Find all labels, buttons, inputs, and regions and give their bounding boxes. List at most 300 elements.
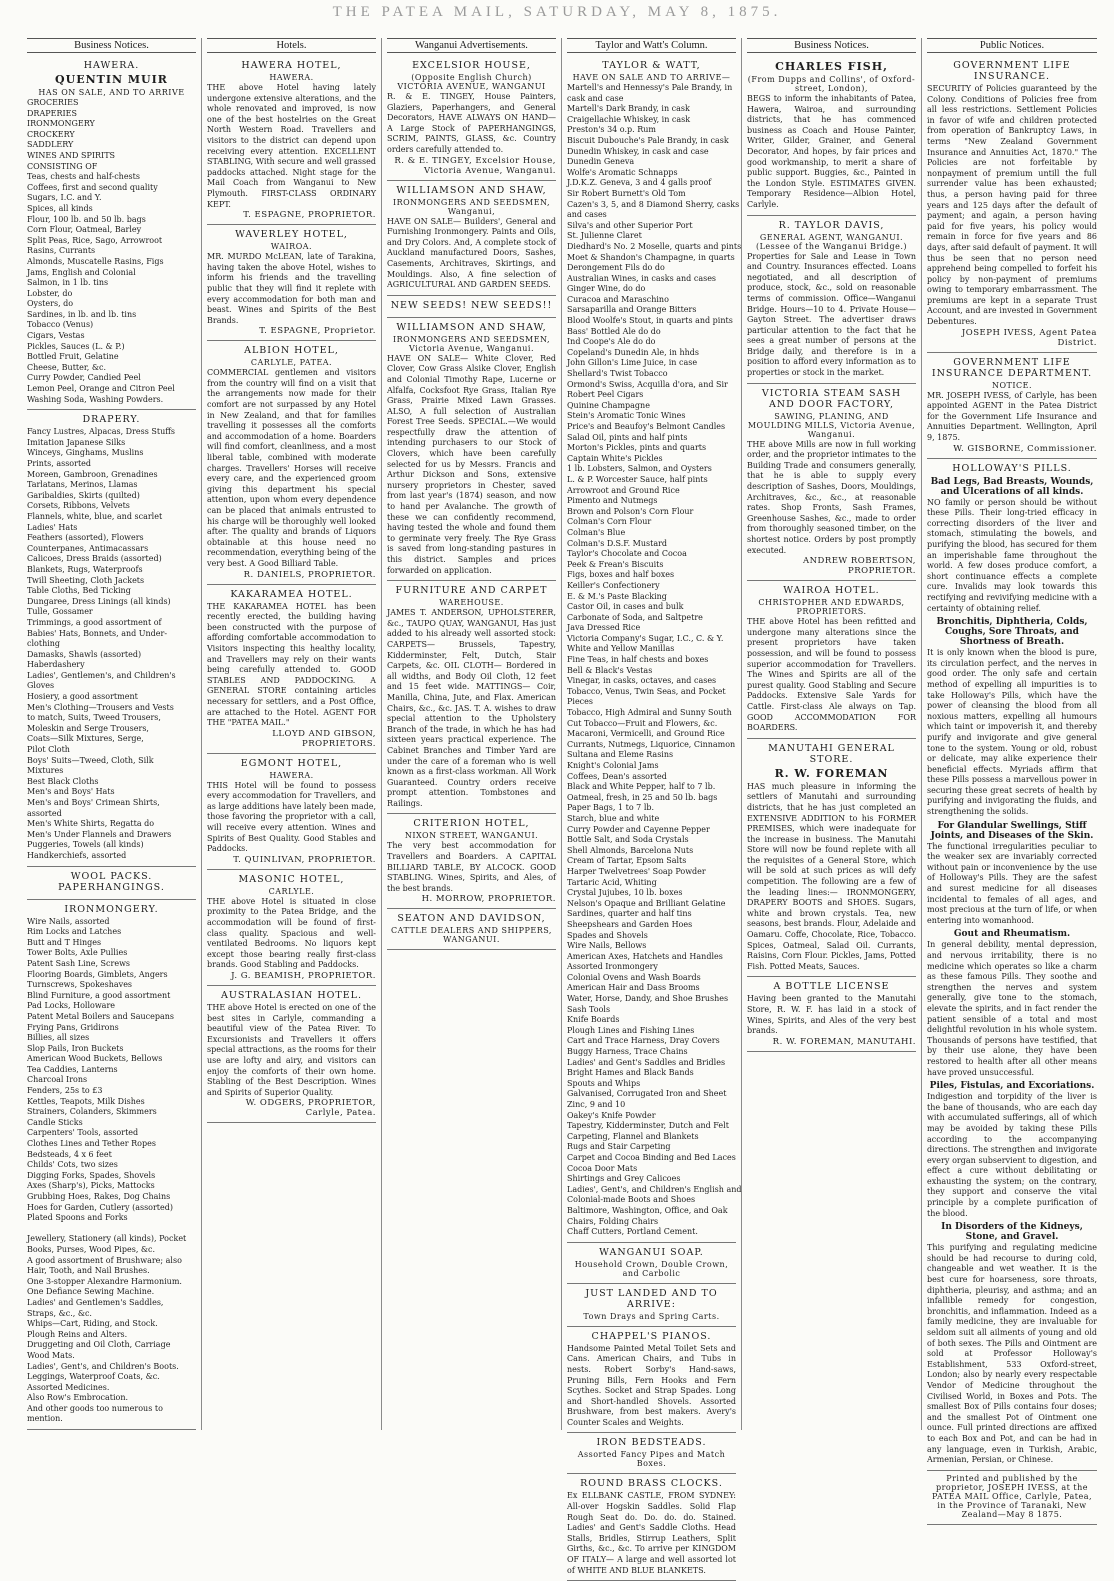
ad-line: cask and case	[567, 93, 624, 103]
ad-line: Figs, boxes and half boxes	[567, 570, 675, 580]
advertisement	[567, 1474, 736, 1581]
advertisement	[567, 1243, 736, 1284]
ad-line: Dunedin Geneva	[567, 157, 635, 167]
advertisement	[747, 581, 916, 739]
ad-subtitle: Printed and published by the proprietor, JOSEPH IVESS, at the PATEA MAIL Office, Carlyle, Patea, in the Province of Taranaki, New Zealand—May 8 1875.	[931, 1473, 1093, 1519]
ad-body: SECURITY of Policies guaranteed by the Colony. Conditions of Policies free from all less restrictions. Settlement Policies in favor of wife and children protected from operation of Bankruptcy Laws, in terms "New Zealand Government Insurance and Annuities Act, 1870." The Policies are not forfeitable by nonpayment of premium untill the full surrender value has been exhausted; thus, a person having paid for three years and 125 days after the default of payment; and again, a person having paid for five years, his policy would remain in force for five years and 86 days, after said default of payment. It will thus be seen that no person need apprehend being compelled to forfeit his policy by non-payment of premiums owing to temporary embarrassment. The premiums are kept in a separate Trust Account, and are invested in Government Debentures.	[927, 84, 1097, 327]
ad-line: Coats—Silk Mixtures, Serge,	[27, 734, 144, 744]
ad-line: Druggeting and Oil Cloth, Carriage	[27, 1340, 171, 1350]
ad-signature: T. ESPAGNE, PROPRIETOR.	[243, 210, 376, 221]
ad-line: Corsets, Ribbons, Velvets	[27, 501, 130, 511]
ad-line: Galvanised, Corrugated Iron and Sheet	[567, 1089, 727, 1099]
ad-line: Price's and Beaufoy's Belmont Candles	[567, 422, 726, 431]
ad-title: WANGANUI SOAP.	[599, 1246, 704, 1258]
ad-signature: ANDREW ROBERTSON, PROPRIETOR.	[802, 556, 916, 577]
ad-line: Pad Locks, Holloware	[27, 1001, 116, 1011]
advertisement	[387, 909, 556, 950]
ad-line: Salad Oil, pints and half pints	[567, 432, 688, 442]
ad-line: Plough Reins and Alters.	[27, 1329, 128, 1339]
ad-line: Chaff Cutters, Portland Cement.	[567, 1227, 698, 1237]
ad-line: Colman's Blue	[567, 527, 626, 537]
advertisement	[387, 814, 556, 909]
ad-line: American Hair and Dass Brooms	[567, 983, 700, 993]
ad-line: A good assortment of Brushware; also	[27, 1255, 182, 1265]
ad-line: Counterpanes, Antimacassars	[27, 543, 149, 553]
ad-line: Colman's D.S.F. Mustard	[567, 538, 668, 548]
ad-line: Spades and Shovels	[567, 930, 648, 940]
ad-line: Lobster, do	[27, 288, 73, 298]
ad-line: Moet & Shandon's Champagne, in quarts	[567, 252, 735, 262]
ad-line: Sugars, I.C. and Y.	[27, 193, 102, 203]
ad-line: Biscuit Dubouche's Pale Brandy, in cask	[567, 135, 729, 145]
ad-signature: LLOYD AND GIBSON, PROPRIETORS.	[272, 728, 376, 749]
ad-line: Bottled Fruit, Gelatine	[27, 352, 119, 362]
ad-line: Bright Hames and Black Bands	[567, 1068, 694, 1078]
advertisement	[207, 986, 376, 1123]
ad-section-heading: Bad Legs, Bad Breasts, Wounds, and Ulcerations of all kinds.	[930, 476, 1094, 497]
ad-line: Paper Bags, 1 to 7 lb.	[567, 803, 655, 813]
ad-line: Tapestry, Kidderminster, Dutch and Felt	[567, 1121, 729, 1131]
ad-signature: W. ODGERS, PROPRIETOR, Carlyle, Patea.	[245, 1098, 376, 1119]
advertisement	[747, 384, 916, 582]
ad-line: IRONMONGERY	[27, 119, 95, 129]
ad-line: L. & P. Worcester Sauce, half pints	[567, 474, 708, 484]
ad-line: Hosiery, a good assortment	[27, 692, 138, 702]
ad-line: Ind Coope's Ale do do	[567, 337, 656, 347]
ad-line: Colonial Ovens and Wash Boards	[567, 972, 701, 982]
ad-name: R. W. FOREMAN	[774, 766, 889, 780]
ad-title: WAVERLEY HOTEL,	[235, 229, 348, 241]
ad-line: Patent Metal Boilers and Saucepans	[27, 1011, 175, 1021]
ad-signature: R. W. FOREMAN, MANUTAHI.	[772, 1036, 916, 1047]
ad-line: mention.	[27, 1414, 63, 1424]
ad-line: Water, Horse, Dandy, and Shoe Brushes	[567, 994, 729, 1004]
ad-line: Teas, chests and half-chests	[27, 172, 140, 182]
ad-line: Winceys, Ginghams, Muslins	[27, 448, 144, 458]
ad-line: Fancy Lustres, Alpacas, Dress Stuffs	[27, 427, 176, 437]
ad-line: Flannels, white, blue, and scarlet	[27, 511, 163, 521]
ad-line: Tobacco, High Admiral and Sunny South	[567, 708, 732, 718]
ad-subtitle: SAWING, PLANING, AND MOULDING MILLS, Victoria Avenue, Wanganui.	[747, 411, 916, 439]
ad-line: Patent Sash Line, Screws	[27, 958, 131, 968]
ad-line: Captain White's Pickles	[567, 453, 663, 463]
ad-line: Candle Sticks	[27, 1117, 83, 1127]
ad-title: AUSTRALASIAN HOTEL.	[220, 990, 363, 1001]
ad-line: Moleskin and Serge Trousers,	[27, 723, 149, 733]
ad-line: Lemon Peel, Orange and Citron Peel	[27, 384, 175, 394]
column-5	[742, 38, 922, 1430]
ad-line: Curacoa and Maraschino	[567, 294, 669, 304]
ad-line: Slop Pails, Iron Buckets	[27, 1043, 124, 1053]
ad-line	[27, 1224, 196, 1235]
ad-subtitle: Household Crown, Double Crown, and Carbolic	[574, 1259, 729, 1278]
column-1	[22, 38, 202, 1430]
advertisement	[747, 56, 916, 216]
ad-line: Books, Purses, Wood Pipes, &c.	[27, 1244, 156, 1254]
ad-line: Ginger Wine, do do	[567, 284, 646, 294]
ad-line: Keiller's Confectionery	[567, 580, 660, 590]
ad-line: Cut Tobacco—Fruit and Flowers, &c.	[567, 718, 718, 728]
ad-line: Tarlatans, Merinos, Llamas	[27, 480, 138, 490]
ad-line: One 3-stopper Alexandre Harmonium.	[27, 1276, 182, 1286]
ad-line: Spices, all kinds	[27, 203, 93, 213]
ad-subtitle: (From Dupps and Collins', of Oxford-street, London),	[747, 75, 916, 93]
ad-body: THE above Hotel is erected on one of the best sites in Carlyle, commanding a beautiful view of the Patea River. To Excursionists and Travellers it offers special attractions, as the rooms for their use are lofty and airy, and visitors can enjoy the comforts of their own home. Stabling of the Best Description. Wines and Spirits of Superior Quality.	[207, 1003, 376, 1097]
ad-body: THE above Mills are now in full working order, and the proprietor intimates to the Building Trade and consumers generally, that he is able to supply every description of Sashes, Doors, Mouldings, Architraves, &c., &c., at reasonable rates. Shop Fronts, Sash Frames, Greenhouse Sashes, &c., made to order from thoroughly seasoned timber, on the shortest notice. Orders by post promptly executed.	[747, 439, 916, 555]
ad-line: Carbonate of Soda, and Saltpetre	[567, 612, 703, 622]
ad-line: Salmon, in 1 lb. tins	[27, 278, 109, 288]
ad-line: Men's Clothing—Trousers and Vests	[27, 702, 174, 712]
advertisement	[207, 585, 376, 754]
ad-line: Copeland's Dunedin Ale, in hhds	[567, 347, 700, 357]
ad-subtitle: WAREHOUSE.	[439, 598, 504, 608]
advertisement	[207, 225, 376, 341]
ad-line: Calicoes, Dress Braids (assorted)	[27, 554, 162, 564]
column-header: Business Notices.	[747, 38, 916, 53]
ad-signature: R. & E. TINGEY, Excelsior House, Victoria Avenue, Wanganui.	[394, 155, 556, 176]
ad-line: Pilot Cloth	[27, 745, 70, 755]
ad-body: COMMERCIAL gentlemen and visitors from the country will find on a visit that the arrangements now made for their comfort are not surpassed by any Hotel in New Zealand, and that for families travelling it possesses all the comforts and accommodation of a home. Boarders will find comfort, cleanliness, and a most liberal table, combined with moderate charges. Travellers' Horses will receive every care, and the experienced groom giving this department his special attention, upon whom every dependence can be placed that animals entrusted to his charge will be thoroughly well looked after. The quality and brands of Liquors obtainable at this house need no recommendation, everything being of the very best. A Good Billiard Table.	[207, 368, 376, 568]
ad-subtitle: IRONMONGERS AND SEEDSMEN, Victoria Avenue, Wanganui.	[392, 334, 551, 353]
ad-line: Kettles, Teapots, Milk Dishes	[27, 1096, 145, 1106]
ad-line: Washing Soda, Washing Powders.	[27, 394, 164, 404]
column-6	[922, 38, 1102, 1519]
ad-line: Preston's 34 o.p. Rum	[567, 125, 656, 135]
ad-line: Mixtures	[27, 766, 64, 776]
ad-line: Pieces	[567, 697, 593, 707]
ad-line: And other goods too numerous to	[27, 1403, 163, 1413]
ad-line: Brown and Polson's Corn Flour	[567, 506, 694, 516]
ad-line: Jams, English and Colonial	[27, 267, 136, 277]
ad-body: Having been granted to the Manutahi Store, R. W. F. has laid in a stock of Wines, Spirits, and Ales of the very best brands.	[747, 994, 916, 1036]
ad-line: Charcoal Irons	[27, 1075, 88, 1085]
ad-line: Curry Powder and Cayenne Pepper	[567, 824, 710, 834]
ad-name: CHARLES FISH,	[775, 60, 888, 73]
ad-section-body: Indigestion and torpidity of the liver is the bane of thousands, who are each day with accumulated sufferings, all of which may be avoided by taking these Pills according to the accompanying directions. The strengthen and invigorate every organ subservient to digestion, and effect a cure without debilitating or exhausting the system; on the contrary, they support and conserve the vital principle by a complete purification of the blood.	[927, 1092, 1097, 1218]
ad-line: Plough Lines and Fishing Lines	[567, 1025, 695, 1035]
ad-title: CHAPPEL'S PIANOS.	[591, 1330, 712, 1342]
ad-body: MR. MURDO McLEAN, late of Tarakina, having taken the above Hotel, wishes to inform his friends and the travelling public that they will find it replete with every accommodation for both man and beast. Wines and Spirits of the Best Brands.	[207, 252, 376, 325]
ad-subtitle: IRONMONGERS AND SEEDSMEN, Wanganui,	[392, 197, 551, 216]
ad-subtitle: HAWERA.	[269, 770, 314, 780]
ad-line: Babies' Hats, Bonnets, and Under-	[27, 628, 168, 638]
ad-line: Fine Teas, in half chests and boxes	[567, 655, 709, 665]
advertisement	[567, 1284, 736, 1327]
ad-line: Flooring Boards, Gimblets, Angers	[27, 969, 168, 979]
ad-line: Black and White Pepper, half to 7 lb.	[567, 782, 716, 792]
ad-signature: T. ESPAGNE, Proprietor.	[259, 326, 376, 337]
advertisement	[387, 56, 556, 181]
ad-title: WILLIAMSON AND SHAW,	[396, 184, 547, 196]
ad-line: Peek & Frean's Biscuits	[567, 559, 664, 569]
ad-line: Turnscrews, Spokeshaves	[27, 980, 133, 990]
ad-line: Boys' Suits—Tweed, Cloth, Silk	[27, 755, 154, 765]
ad-subtitle: CHRISTOPHER AND EDWARDS, PROPRIETORS.	[758, 598, 905, 617]
ad-subtitle: CATTLE DEALERS AND SHIPPERS, WANGANUI.	[391, 926, 552, 945]
ad-line: Shellard's Twist Tobacco	[567, 369, 668, 379]
ad-line: Table Cloths, Bed Ticking	[27, 586, 131, 596]
ad-body: Properties for Sale and Lease in Town and Country. Insurances effected. Loans negotiated, and all description of produce, stock, &c., sold on reasonable terms of commission. Office—Wanganui Bridge. Hours—10 to 4. Private House—Gayton Street. The advertiser draws particular attention to the fact that he sees a great number of persons at the Bridge daily, and therefore is in a position to afford every information as to properties or stock in the market.	[747, 251, 916, 378]
column-header: Taylor and Watt's Column.	[567, 38, 736, 53]
ad-signature: W. GISBORNE, Commissioner.	[953, 443, 1097, 454]
ad-line: Ladies', Gent's, and Children's Boots.	[27, 1361, 179, 1371]
ad-line: Crystal Jujubes, 10 lb. boxes	[567, 888, 683, 898]
ad-line: CROCKERY	[27, 129, 75, 139]
ad-signature: R. DANIELS, PROPRIETOR.	[243, 569, 376, 580]
ad-body: THE KAKARAMEA HOTEL has been recently erected, the building having been constructed with the purpose of affording comfortable accommodation to Visitors inspecting this healthy locality, and Travellers may rely on their wants being carefully attended to. GOOD STABLES AND PADDOCKING. A GENERAL STORE containing articles necessary for settlers, and a Post Office, are attached to the Hotel. AGENT FOR THE "PATEA MAIL."	[207, 601, 376, 728]
ad-line: Bass' Bottled Ale do do	[567, 326, 661, 336]
ad-section-heading: In Disorders of the Kidneys, Stone, and Gravel.	[941, 1222, 1083, 1243]
ad-line: Baltimore, Washington, Office, and Oak	[567, 1205, 728, 1215]
ad-line: Fenders, 25s to £3	[27, 1086, 103, 1096]
ad-body: THIS Hotel will be found to possess every accommodation for Travellers, and as large additions have lately been made, those favoring the proprietor with a call, will receive every attention. Wines and Spirits of Best Quality. Good Stables and Paddocks.	[207, 780, 376, 854]
ad-line: Knife Boards	[567, 1015, 620, 1025]
ad-line: Colman's Corn Flour	[567, 517, 652, 527]
ad-title: HAWERA HOTEL,	[241, 60, 342, 71]
ad-line: Oatmeal, fresh, in 25 and 50 lb. bags	[567, 792, 718, 802]
advertisement	[27, 867, 196, 900]
ad-line: Arrowroot and Ground Rice	[567, 485, 680, 495]
ad-section-body: In general debility, mental depression, and nervous irritability, there is no medicine which operates so like a charm as these famous Pills. They soothe and strengthen the nerves and system generally, give tone to the stomach, elevate the spirits, and in fact render the patient sensible of a total and most delightful revolution in his whole system. Thousands of persons have testified, that by their use alone, they have been restored to health after all other means have proved unsuccessful.	[927, 940, 1097, 1077]
columns	[22, 38, 1102, 1575]
ad-subtitle: CARLYLE, PATEA.	[250, 358, 333, 368]
ad-line: Carpet and Cocoa Binding and Bed Laces	[567, 1152, 736, 1162]
ad-line: Sardines, quarter and half tins	[567, 909, 692, 919]
ad-signature: JOSEPH IVESS, Agent Patea District.	[961, 327, 1097, 348]
ad-line: Morton's Pickles, pints and quarts	[567, 443, 707, 453]
ad-line: Sardines, in lb. and lb. tins	[27, 309, 137, 319]
ad-line: Chairs, Folding Chairs	[567, 1216, 659, 1226]
ad-line: Zinc, 9 and 10	[567, 1100, 626, 1109]
ad-line: Ladies' and Gent's Saddles and Bridles	[567, 1057, 726, 1067]
ad-title: IRONMONGERY.	[64, 903, 159, 915]
ad-line: Wood Mats.	[27, 1350, 75, 1360]
ad-title: CRITERION HOTEL,	[413, 818, 530, 830]
advertisement	[567, 1327, 736, 1434]
advertisement	[747, 977, 916, 1051]
ad-line: GROCERIES	[27, 98, 79, 107]
ad-line: Colonial-made Boots and Shoes	[567, 1195, 696, 1205]
ad-line: Robert Peel Cigars	[567, 390, 644, 400]
column-2	[202, 38, 382, 1430]
ad-line: Sir Robert Burnett's Old Tom	[567, 188, 686, 198]
ad-line: and cases	[567, 210, 607, 220]
ad-line: to match, Suits, Tweed Trousers,	[27, 713, 161, 723]
ad-line: Java Dressed Rice	[567, 623, 641, 633]
ad-line: Spouts and Whips	[567, 1078, 641, 1088]
ad-line: Coffees, first and second quality	[27, 182, 158, 192]
ad-line: Moreen, Gambroon, Grenadines	[27, 469, 158, 479]
ad-title: WILLIAMSON AND SHAW,	[396, 321, 547, 333]
ad-body: THE above Hotel is situated in close proximity to the Patea Bridge, and the accommodation will be found of first-class quality. Spacious and well-ventilated Bedrooms. No liquors kept except those bearing really first-class brands. Good Stabling and Paddocks.	[207, 896, 376, 970]
ad-title: ROUND BRASS CLOCKS.	[580, 1478, 723, 1490]
ad-line: Cheese, Butter, &c.	[27, 362, 107, 372]
ad-body: Handsome Painted Metal Toilet Sets and Cans. American Chairs, and Tubs in nests. Robert Sorby's Hand-saws, Pruning Bills, Fern Hooks and Fern Scythes. Socket and Strap Spades. Long and Short-handled Shovels. Assorted Brushware, from best makers. Avery's Counter Scales and Weights.	[567, 1343, 736, 1427]
ad-title: A BOTTLE LICENSE	[773, 981, 890, 993]
ad-body: MR. JOSEPH IVESS, of Carlyle, has been appointed AGENT in the Patea District for the Government Life Insurance and Annuities Department. Wellington, April 9, 1875.	[927, 390, 1097, 443]
advertisement	[387, 296, 556, 318]
ad-line: Blankets, Rugs, Waterproofs	[27, 564, 143, 574]
ad-line: Split Peas, Rice, Sago, Arrowroot	[27, 235, 163, 245]
advertisement	[207, 870, 376, 986]
ad-title: VICTORIA STEAM SASH AND DOOR FACTORY,	[761, 387, 902, 410]
ad-line: Ladies', Gentlemen's, and Children's	[27, 670, 176, 680]
ad-line: Tulle, Gossamer	[27, 607, 93, 617]
advertisement	[567, 56, 742, 1243]
ad-line: Wire Nails, Bellows	[567, 941, 647, 951]
ad-subtitle: HAWERA.	[269, 73, 314, 82]
ad-line: Currants, Nutmegs, Liquorice, Cinnamon	[567, 739, 736, 749]
ad-section-heading: Bronchitis, Diphtheria, Colds, Coughs, Sore Throats, and Shortness of Breath.	[936, 617, 1088, 648]
ad-line: Strainers, Colanders, Skimmers	[27, 1107, 157, 1117]
ad-line: Harper Twelvetrees' Soap Powder	[567, 866, 706, 876]
ad-line: E. & M.'s Paste Blacking	[567, 591, 667, 601]
column-3	[382, 38, 562, 1430]
ad-line: Cream of Tartar, Epsom Salts	[567, 856, 687, 866]
ad-section-heading: For Glandular Swellings, Stiff Joints, and Diseases of the Skin.	[930, 820, 1094, 841]
ad-body: THE above Hotel has been refitted and undergone many alterations since the present proprietors have taken possession, and will be found to possess superior accommodation for Travellers. The Wines and Spirits are all of the purest quality. Good Stabling and Secure Paddocks. Extensive Sale Yards for Cattle. First-class Ale always on Tap. GOOD ACCOMMODATION FOR BOARDERS.	[747, 617, 916, 733]
ad-line: Hoes for Garden, Cutlery (assorted)	[27, 1202, 173, 1212]
ad-title: TAYLOR & WATT,	[602, 60, 701, 71]
ad-subtitle: NIXON STREET, WANGANUI.	[404, 831, 539, 841]
ad-line: Starch, blue and white	[567, 813, 660, 823]
ad-line: Martell's and Hennessy's Pale Brandy, in	[567, 83, 733, 92]
ad-line: Trimmings, a good assortment of	[27, 617, 162, 627]
ad-line: Garibaldies, Skirts (quilted)	[27, 490, 140, 500]
ad-line: Bottle Salt, and Soda Crystals	[567, 835, 689, 845]
ad-body: R. & E. TINGEY, House Painters, Glaziers, Paperhangers, and General Decorators, HAVE ALWAYS ON HAND— A Large Stock of PAPERHANGINGS, SCRIM, PAINTS, GLASS, &c. Country orders carefully attended to.	[387, 92, 556, 154]
ad-line: Damasks, Shawls (assorted)	[27, 649, 142, 659]
ad-line: Straps, &c., &c.	[27, 1308, 92, 1318]
column-header: Public Notices.	[927, 38, 1097, 53]
ad-title: SEATON AND DAVIDSON,	[397, 913, 546, 925]
ad-line: Axes (Sharp's), Picks, Mattocks	[27, 1181, 155, 1191]
ad-line: One Defiance Sewing Machine.	[27, 1287, 155, 1297]
ad-line: Sheepshears and Garden Hoes	[567, 919, 693, 929]
ad-title: NEW SEEDS! NEW SEEDS!!	[390, 299, 553, 311]
ad-title: JUST LANDED AND TO ARRIVE:	[585, 1287, 718, 1310]
ad-line: Sarsaparilla and Orange Bitters	[567, 305, 697, 315]
ad-subtitle: HAVE ON SALE AND TO ARRIVE—	[572, 73, 731, 82]
ad-line: Childs' Cots, two sizes	[27, 1160, 118, 1170]
advertisement	[207, 754, 376, 870]
ad-line: Butt and T Hinges	[27, 937, 102, 947]
ad-line: Clothes Lines and Tether Ropes	[27, 1139, 156, 1149]
column-4	[562, 38, 742, 1575]
ad-line: Australian Wines, in casks and cases	[567, 273, 717, 283]
ad-name: QUENTIN MUIR	[55, 73, 168, 86]
ad-line: St. Julienne Claret	[567, 231, 642, 241]
ad-line: Haberdashery	[27, 660, 85, 670]
ad-line: Macaroni, Vermicelli, and Ground Rice	[567, 729, 725, 739]
ad-title: R. TAYLOR DAVIS,	[778, 219, 885, 231]
ad-line: Plated Spoons and Forks	[27, 1213, 128, 1223]
ad-line: Pimento and Nutmegs	[567, 496, 658, 506]
ad-line: Tower Bolts, Axle Pullies	[27, 948, 128, 958]
ad-subtitle: NOTICE.	[991, 380, 1033, 390]
ad-line: Carpeting, Flannel and Blankets	[567, 1131, 699, 1141]
ad-line: Ladies' Hats	[27, 522, 78, 532]
ad-line: Almonds, Muscatelle Rasins, Figs	[27, 256, 164, 266]
ad-title: HOLLOWAY'S PILLS.	[952, 462, 1072, 474]
ad-line: assorted	[27, 808, 62, 818]
ad-body: HAS much pleasure in informing the settlers of Manutahi and surrounding districts, that he has just completed an EXTENSIVE ADDITION to his FORMER PREMISES, which were inadequate for the increase in business. The Manutahi Store will now be found replete with all the requisites of a General Store, which will be sold at such prices as will defy competition. The following are a few of the leading lines:— IRONMONGERY, DRAPERY BOOTS and SHOES. Sugars, white and brown crystals. Tea, new seasons, best brands. Flour, Adelaide and Oamaru. Coffe, Chocolate, Rice, Tobacco. Spices, Oatmeal, Salad Oil. Currants, Raisins, Corn Flour. Pickles, Jams, Potted Fish. Potted Meats, Sauces.	[747, 781, 916, 971]
ad-line: WINES AND SPIRITS	[27, 150, 116, 160]
ad-line: Rugs and Stair Carpeting	[567, 1142, 671, 1152]
advertisement	[927, 459, 1097, 1471]
advertisement	[207, 56, 376, 225]
ad-line: 1 lb. Lobsters, Salmon, and Oysters	[567, 464, 712, 474]
ad-section-body: This purifying and regulating medicine should be had recourse to during cold, changeable and wet weather. It is the best cure for hoarseness, sore throats, diphtheria, pleurisy, and asthma; and an infallible remedy for congestion, bronchitis, and inflammation. Indeed as a family medicine, they are invaluable for seldom suit all ailments of young and old of both sexes. The Pills and Ointment are sold at Professor Holloway's Establishment, 533 Oxford-street, London; also by nearly every respectable Vendor of Medicine throughout the Civilised World, in Boxes and Pots. The smallest Box of Pills contains four doses; and the smallest Pot of Ointment one ounce. Full printed directions are affixed to each Box and Pot, and can be had in any language, even in Turkish, Arabic, Armenian, Persian, or Chinese.	[927, 1243, 1097, 1465]
ad-line: Rim Locks and Latches	[27, 927, 122, 937]
ad-subtitle: WAIROA.	[270, 242, 313, 252]
ad-line: American Axes, Hatchets and Handles	[567, 951, 723, 961]
ad-body: Ex ELLBANK CASTLE, FROM SYDNEY: All-over Hogskin Saddles. Solid Flap Rough Seat do. Do. do. do. Stained. Ladies' and Gent's Saddle Cloths. Head Stalls, Bridles, Stirrup Leathers, Split Girths, &c., &c. To arrive per KINGDOM OF ITALY— A large and well assorted lot of WHITE AND BLUE BLANKETS.	[567, 1491, 736, 1575]
ad-section-heading: Gout and Rheumatism.	[953, 929, 1071, 940]
ad-section-body: The functional irregularities peculiar to the weaker sex are invariably corrected without pain or inconvenience by the use of Holloway's Pills. They are the safest and surest medicine for all diseases incidental to females of all ages, and most precious at the turn of life, or when entering into womanhood.	[927, 841, 1097, 925]
ad-title: FURNITURE AND CARPET	[395, 585, 548, 597]
ad-line: Ormond's Swiss, Acquilla d'ora, and Sir	[567, 379, 728, 389]
ad-line: Curry Powder, Candied Peel	[27, 373, 141, 383]
ad-line: Blind Furniture, a good assortment	[27, 990, 171, 1000]
ad-body: THE above Hotel having lately undergone extensive alterations, and the whole renovated and improved, is now one of the best hostelries on the Great North Western Road. Travellers and visitors to the district can depend upon receiving every attention. EXCELLENT STABLING, With secure and well grassed paddocks attached. Night stage for the Mail Coach from Wanganui to New Plymouth. FIRST-CLASS ORDINARY KEPT.	[207, 83, 376, 209]
ad-section-body: NO family or person should be without these Pills. Their long-tried efficacy in correcting disorders of the liver and stomach, stimulating the bowels, and purifying the blood, has secured for them an imperishable fame throughout the world. A few doses produce comfort, a short continuance effects a complete cure. Invalids may look towards this rectifying and revivifying medicine with a certainty of obtaining relief.	[927, 497, 1097, 613]
ad-line: Coffees, Dean's assorted	[567, 771, 667, 781]
ad-line: Rasins, Currants	[27, 246, 96, 256]
ad-line: Silva's and other Superior Port	[567, 220, 693, 230]
ad-line: Carpenters' Tools, assorted	[27, 1128, 139, 1138]
ad-body: BEGS to inform the inhabitants of Patea, Hawera, Wairoa, and surrounding districts, that he has commenced business as Coach and House Painter, Writer, Gilder, Grainer, and General Decorator, And hopes, by fair prices and good workmanship, to merit a share of public support. Buggies, &c., Painted in the London Style. ESTIMATES GIVEN. Temporary Residence—Albion Hotel, Carlyle.	[747, 94, 916, 209]
ad-line: Tobacco (Venus)	[27, 320, 94, 330]
advertisement	[27, 56, 196, 410]
ad-line: Nelson's Opaque and Brilliant Gelatine	[567, 898, 726, 908]
ad-line: Hair, Tooth, and Nail Brushes.	[27, 1266, 150, 1276]
ad-line: Gloves	[27, 681, 55, 691]
ad-title: HAWERA.	[83, 60, 140, 71]
ad-line: Grubbing Hoes, Rakes, Dog Chains	[27, 1192, 171, 1201]
advertisement	[747, 739, 916, 978]
ad-subtitle: (Opposite English Church) VICTORIA AVENUE, WANGANUI	[397, 73, 546, 91]
ad-title: EGMONT HOTEL,	[240, 757, 343, 769]
column-header: Business Notices.	[27, 38, 196, 53]
ad-line: Derongement Fils do do	[567, 263, 665, 273]
ad-body: HAVE ON SALE— White Clover, Red Clover, Cow Grass Alsike Clover, English and Colonial Timothy Rape, Lucerne or Alfalfa, Cocksfoot Rye Grass, Italian Rye Grass, Prairie Mixed Lawn Grasses. ALSO, A full selection of Australian Forest Tree Seeds. SPECIAL.—We would respectfully draw the attention of intending purchasers to our Stock of Clovers, which have been carefully selected for us by Messrs. Francis and Arthur Dickson and Sons, extensive nursery proprietors in Chester, saved from last year's (1874) season, and now to hand per Avalanche. The growth of these we can confidently recommend, having tested the whole and found them to germinate very freely. The Rye Grass is saved from long-standing pastures in this district. Samples and prices forwarded on application.	[387, 353, 556, 575]
ad-line: clothing	[27, 639, 61, 649]
ad-line: Pickles, Sauces (L. & P.)	[27, 341, 125, 351]
ad-line: Cigars, Vestas	[27, 331, 85, 341]
ad-signature: J. G. BEAMISH, PROPRIETOR.	[231, 971, 376, 981]
ad-line: Feathers (assorted), Flowers	[27, 533, 144, 543]
advertisement	[207, 341, 376, 584]
ad-line: Diedhard's No. 2 Moselle, quarts and pints	[567, 241, 742, 251]
ad-section-heading: Piles, Fistulas, and Excoriations.	[929, 1081, 1095, 1092]
ad-line: Frying Pans, Gridirons	[27, 1022, 119, 1032]
ad-line: DRAPERIES	[27, 108, 77, 118]
ad-line: Quinine Champagne	[567, 400, 650, 410]
ad-line: Tartaric Acid, Whiting	[567, 877, 657, 887]
ad-line: Wolfe's Aromatic Schnapps	[567, 167, 678, 177]
ad-line: Wire Nails, assorted	[27, 916, 110, 926]
ad-line: Castor Oil, in cases and bulk	[567, 602, 684, 612]
ad-line: Tobacco, Venus, Twin Seas, and Pocket	[567, 686, 726, 696]
ad-line: CONSISTING OF	[27, 161, 98, 171]
ad-section-body: It is only known when the blood is pure, its circulation perfect, and the nerves in good order. The only safe and certain method of expelling all impurities is to take Holloway's Pills, which have the power of cleansing the blood from all noxious matters, expelling all humours which taint or impoverish it, and thereby purify and invigorate and give general tone to the system. Young or old, robust or delicate, may alike experience their beneficial effects. Myriads affirm that these Pills possess a marvellous power in securing these great secrets of health by purifying and invigorating the fluids, and strengthening the solids.	[927, 648, 1097, 817]
ad-title: WAIROA HOTEL.	[783, 585, 880, 597]
advertisement	[387, 318, 556, 581]
ad-line: John Gillon's Lime Juice, in case	[567, 358, 698, 368]
ad-line: Men's and Boys' Hats	[27, 787, 115, 797]
ad-line: Billies, all sizes	[27, 1033, 90, 1043]
